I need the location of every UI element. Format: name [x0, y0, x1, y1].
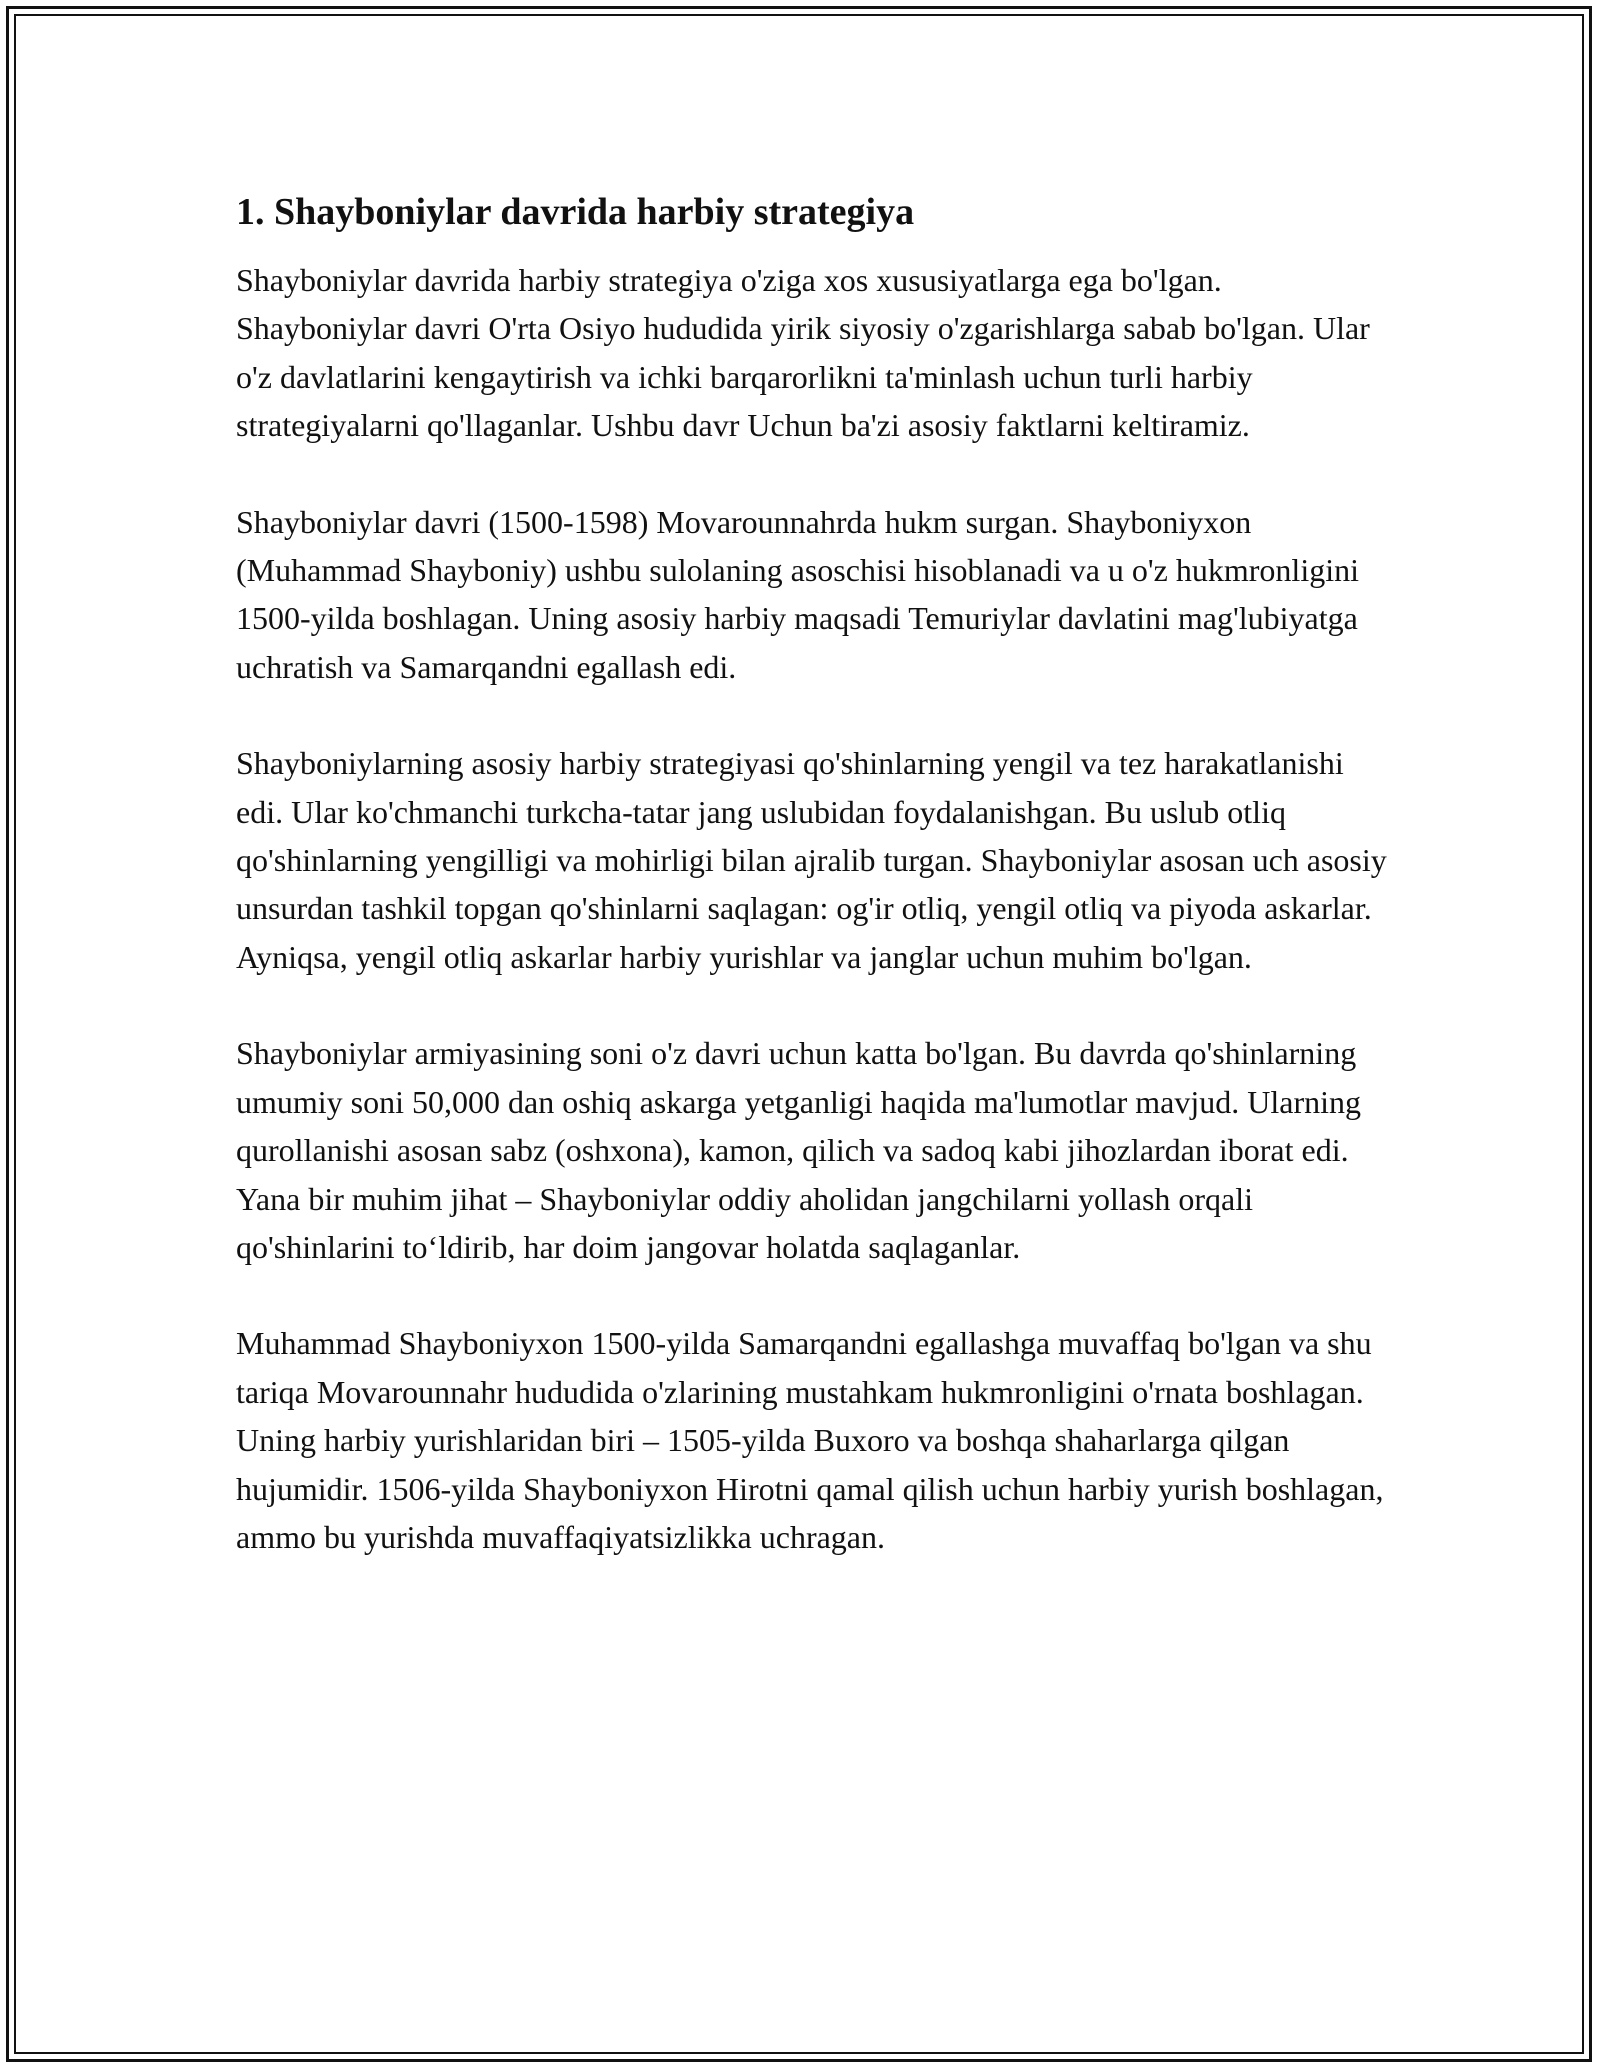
section-heading: 1. Shayboniylar davrida harbiy strategiya [236, 191, 915, 233]
document-body [236, 188, 1396, 1609]
paragraph-army: Shayboniylar armiyasining soni o'z davri uchun katta bo'lgan. Bu davrda qo'shinlarning umumiy soni 50,000 dan oshiq askarga yetganligi haqida ma'lumotlar mavjud. Ularning qurollanishi asosan sabz (oshxona), kamon, qilich va sadoq kabi jihozlardan iborat edi. Yana bir muhim jihat – Shayboniylar oddiy aholidan jangchilarni yollash orqali qo'shinlarini to‘ldirib, har doim jangovar holatda saqlaganlar. [236, 1035, 1361, 1265]
paragraph-campaigns: Muhammad Shayboniyxon 1500-yilda Samarqandni egallashga muvaffaq bo'lgan va shu tariqa Movarounnahr hududida o'zlarining mustahkam hukmronligini o'rnata boshlagan. Uning harbiy yurishlaridan biri – 1505-yilda Buxoro va boshqa shaharlarga qilgan hujumidir. 1506-yilda Shayboniyxon Hirotni qamal qilish uchun harbiy yurish boshlagan, ammo bu yurishda muvaffaqiyatsizlikka uchragan. [236, 1325, 1384, 1555]
paragraph-intro: Shayboniylar davrida harbiy strategiya o'ziga xos xususiyatlarga ega bo'lgan. Shayboniylar davri O'rta Osiyo hududida yirik siyosiy o'zgarishlarga sabab bo'lgan. Ular o'z davlatlarini kengaytirish va ichki barqarorlikni ta'minlash uchun turli harbiy strategiyalarni qo'llaganlar. Ushbu davr Uchun ba'zi asosiy faktlarni keltiramiz. [236, 262, 1370, 444]
paragraph-strategy: Shayboniylarning asosiy harbiy strategiyasi qo'shinlarning yengil va tez harakatlanishi edi. Ular ko'chmanchi turkcha-tatar jang uslubidan foydalanishgan. Bu uslub otliq qo'shinlarning yengilligi va mohirligi bilan ajralib turgan. Shayboniylar asosan uch asosiy unsurdan tashkil topgan qo'shinlarni saqlagan: og'ir otliq, yengil otliq va piyoda askarlar. Ayniqsa, yengil otliq askarlar harbiy yurishlar va janglar uchun muhim bo'lgan. [236, 745, 1387, 975]
paragraph-period: Shayboniylar davri (1500-1598) Movarounnahrda hukm surgan. Shayboniyxon (Muhammad Shayboniy) ushbu sulolaning asoschisi hisoblanadi va u o'z hukmronligini 1500-yilda boshlagan. Uning asosiy harbiy maqsadi Temuriylar davlatini mag'lubiyatga uchratish va Samarqandni egallash edi. [236, 503, 1359, 685]
